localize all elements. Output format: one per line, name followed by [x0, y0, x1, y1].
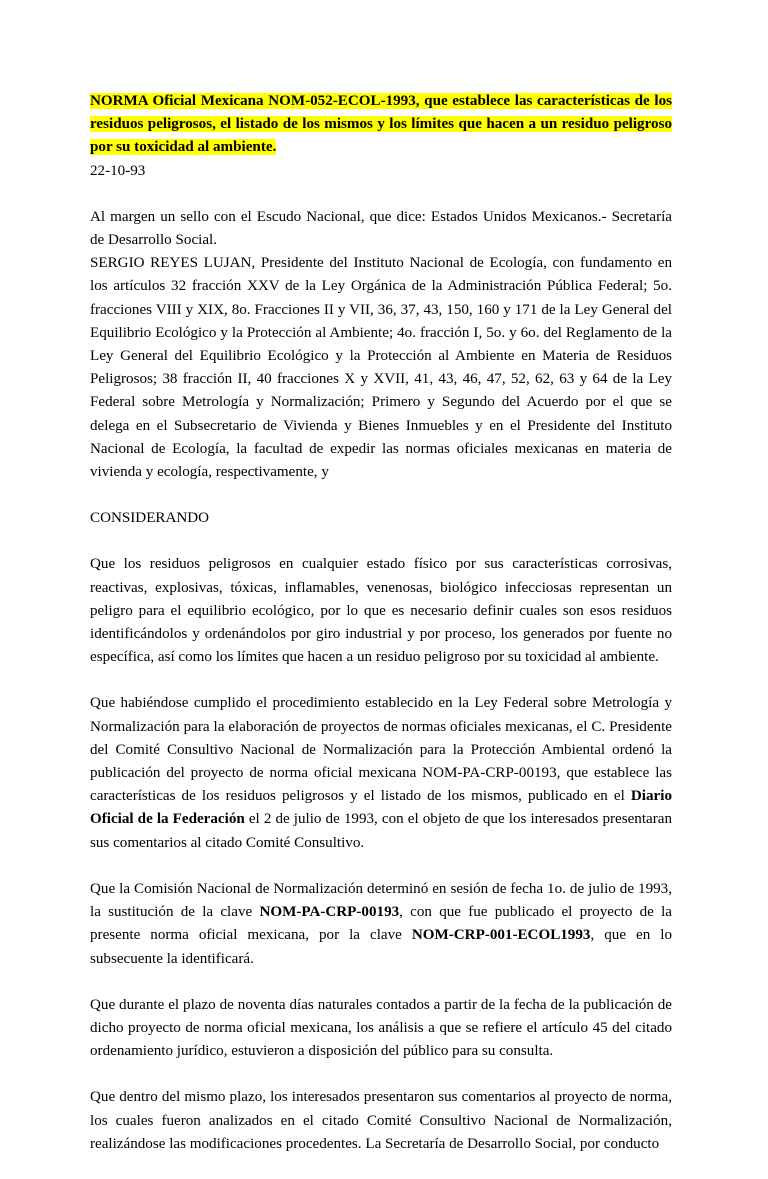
bold-run: NOM-CRP-001-ECOL1993 [411, 927, 591, 944]
bold-run: NOM-PA-CRP-00193 [259, 904, 400, 921]
paragraph-considerando-3 [90, 878, 672, 971]
paragraph-seal: Al margen un sello con el Escudo Nacional, que dice: Estados Unidos Mexicanos.- Secretaría de Desarrollo Social. [90, 208, 672, 249]
text-run: , que en lo subsecuente la identificará. [90, 927, 673, 967]
document-title [90, 90, 672, 160]
text-run: Que la Comisión Nacional de Normalización determinó en sesión de fecha 1o. de julio de 1993, la sustitución de la clave [90, 880, 672, 921]
title-highlight: NORMA Oficial Mexicana NOM-052-ECOL-1993, que establece las características de los residuos peligrosos, el listado de los mismos y los límites que hacen a un residuo peligroso por su toxicidad al ambiente. [90, 93, 672, 156]
document-page [90, 90, 672, 1179]
paragraph-considerando-2 [90, 692, 672, 854]
publication-date: 22-10-93 [90, 162, 146, 179]
text-run: , con que fue publicado el proyecto de la presente norma oficial mexicana, por la clave [90, 904, 672, 944]
paragraph-considerando-4: Que durante el plazo de noventa días naturales contados a partir de la fecha de la publicación de dicho proyecto de norma oficial mexicana, los análisis a que se refiere el artículo 45 del citado ordenamiento jurídico, estuvieron a disposición del público para su consulta. [90, 996, 672, 1060]
section-heading: CONSIDERANDO [90, 510, 210, 527]
paragraph-preamble: SERGIO REYES LUJAN, Presidente del Instituto Nacional de Ecología, con fundamento en los artículos 32 fracción XXV de la Ley Orgánica de la Administración Pública Federal; 5o. fracciones VIII y XIX, 8o. Fracciones II y VII, 36, 37, 43, 150, 160 y 171 de la Ley General del Equilibrio Ecológico y la Protección al Ambiente; 4o. fracción I, 5o. y 6o. del Reglamento de la Ley General del Equilibrio Ecológico y la Protección al Ambiente en Materia de Residuos Peligrosos; 38 fracción II, 40 fracciones X y XVII, 41, 43, 46, 47, 52, 62, 63 y 64 de la Ley Federal sobre Metrología y Normalización; Primero y Segundo del Acuerdo por el que se delega en el Subsecretario de Vivienda y Bienes Inmuebles y en el Presidente del Instituto Nacional de Ecología, la facultad de expedir las normas oficiales mexicanas en materia de vivienda y ecología, respectivamente, y [90, 255, 672, 481]
text-run: Que habiéndose cumplido el procedimiento establecido en la Ley Federal sobre Metrología y Normalización para la elaboración de proyectos de normas oficiales mexicanas, el C. Presidente del Comité Consultivo Nacional de Normalización para la Protección Ambiental ordenó la publicación del proyecto de norma oficial mexicana NOM-PA-CRP-00193, que establece las características de los residuos peligrosos y el listado de los mismos, publicado en el [90, 695, 672, 805]
paragraph-considerando-1: Que los residuos peligrosos en cualquier estado físico por sus características corrosivas, reactivas, explosivas, tóxicas, inflamables, venenosas, biológico infecciosas representan un peligro para el equilibrio ecológico, por lo que es necesario definir cuales son esos residuos identificándolos y ordenándolos por giro industrial y por proceso, los generados por fuente no específica, así como los límites que hacen a un residuo peligroso por su toxicidad al ambiente. [90, 556, 672, 666]
bold-run: Diario Oficial de la Federación [90, 788, 672, 828]
paragraph-considerando-5: Que dentro del mismo plazo, los interesados presentaron sus comentarios al proyecto de norma, los cuales fueron analizados en el citado Comité Consultivo Nacional de Normalización, realizándose las modificaciones procedentes. La Secretaría de Desarrollo Social, por conducto [90, 1089, 672, 1152]
text-run: el 2 de julio de 1993, con el objeto de que los interesados presentaran sus comentarios al citado Comité Consultivo. [90, 811, 672, 851]
